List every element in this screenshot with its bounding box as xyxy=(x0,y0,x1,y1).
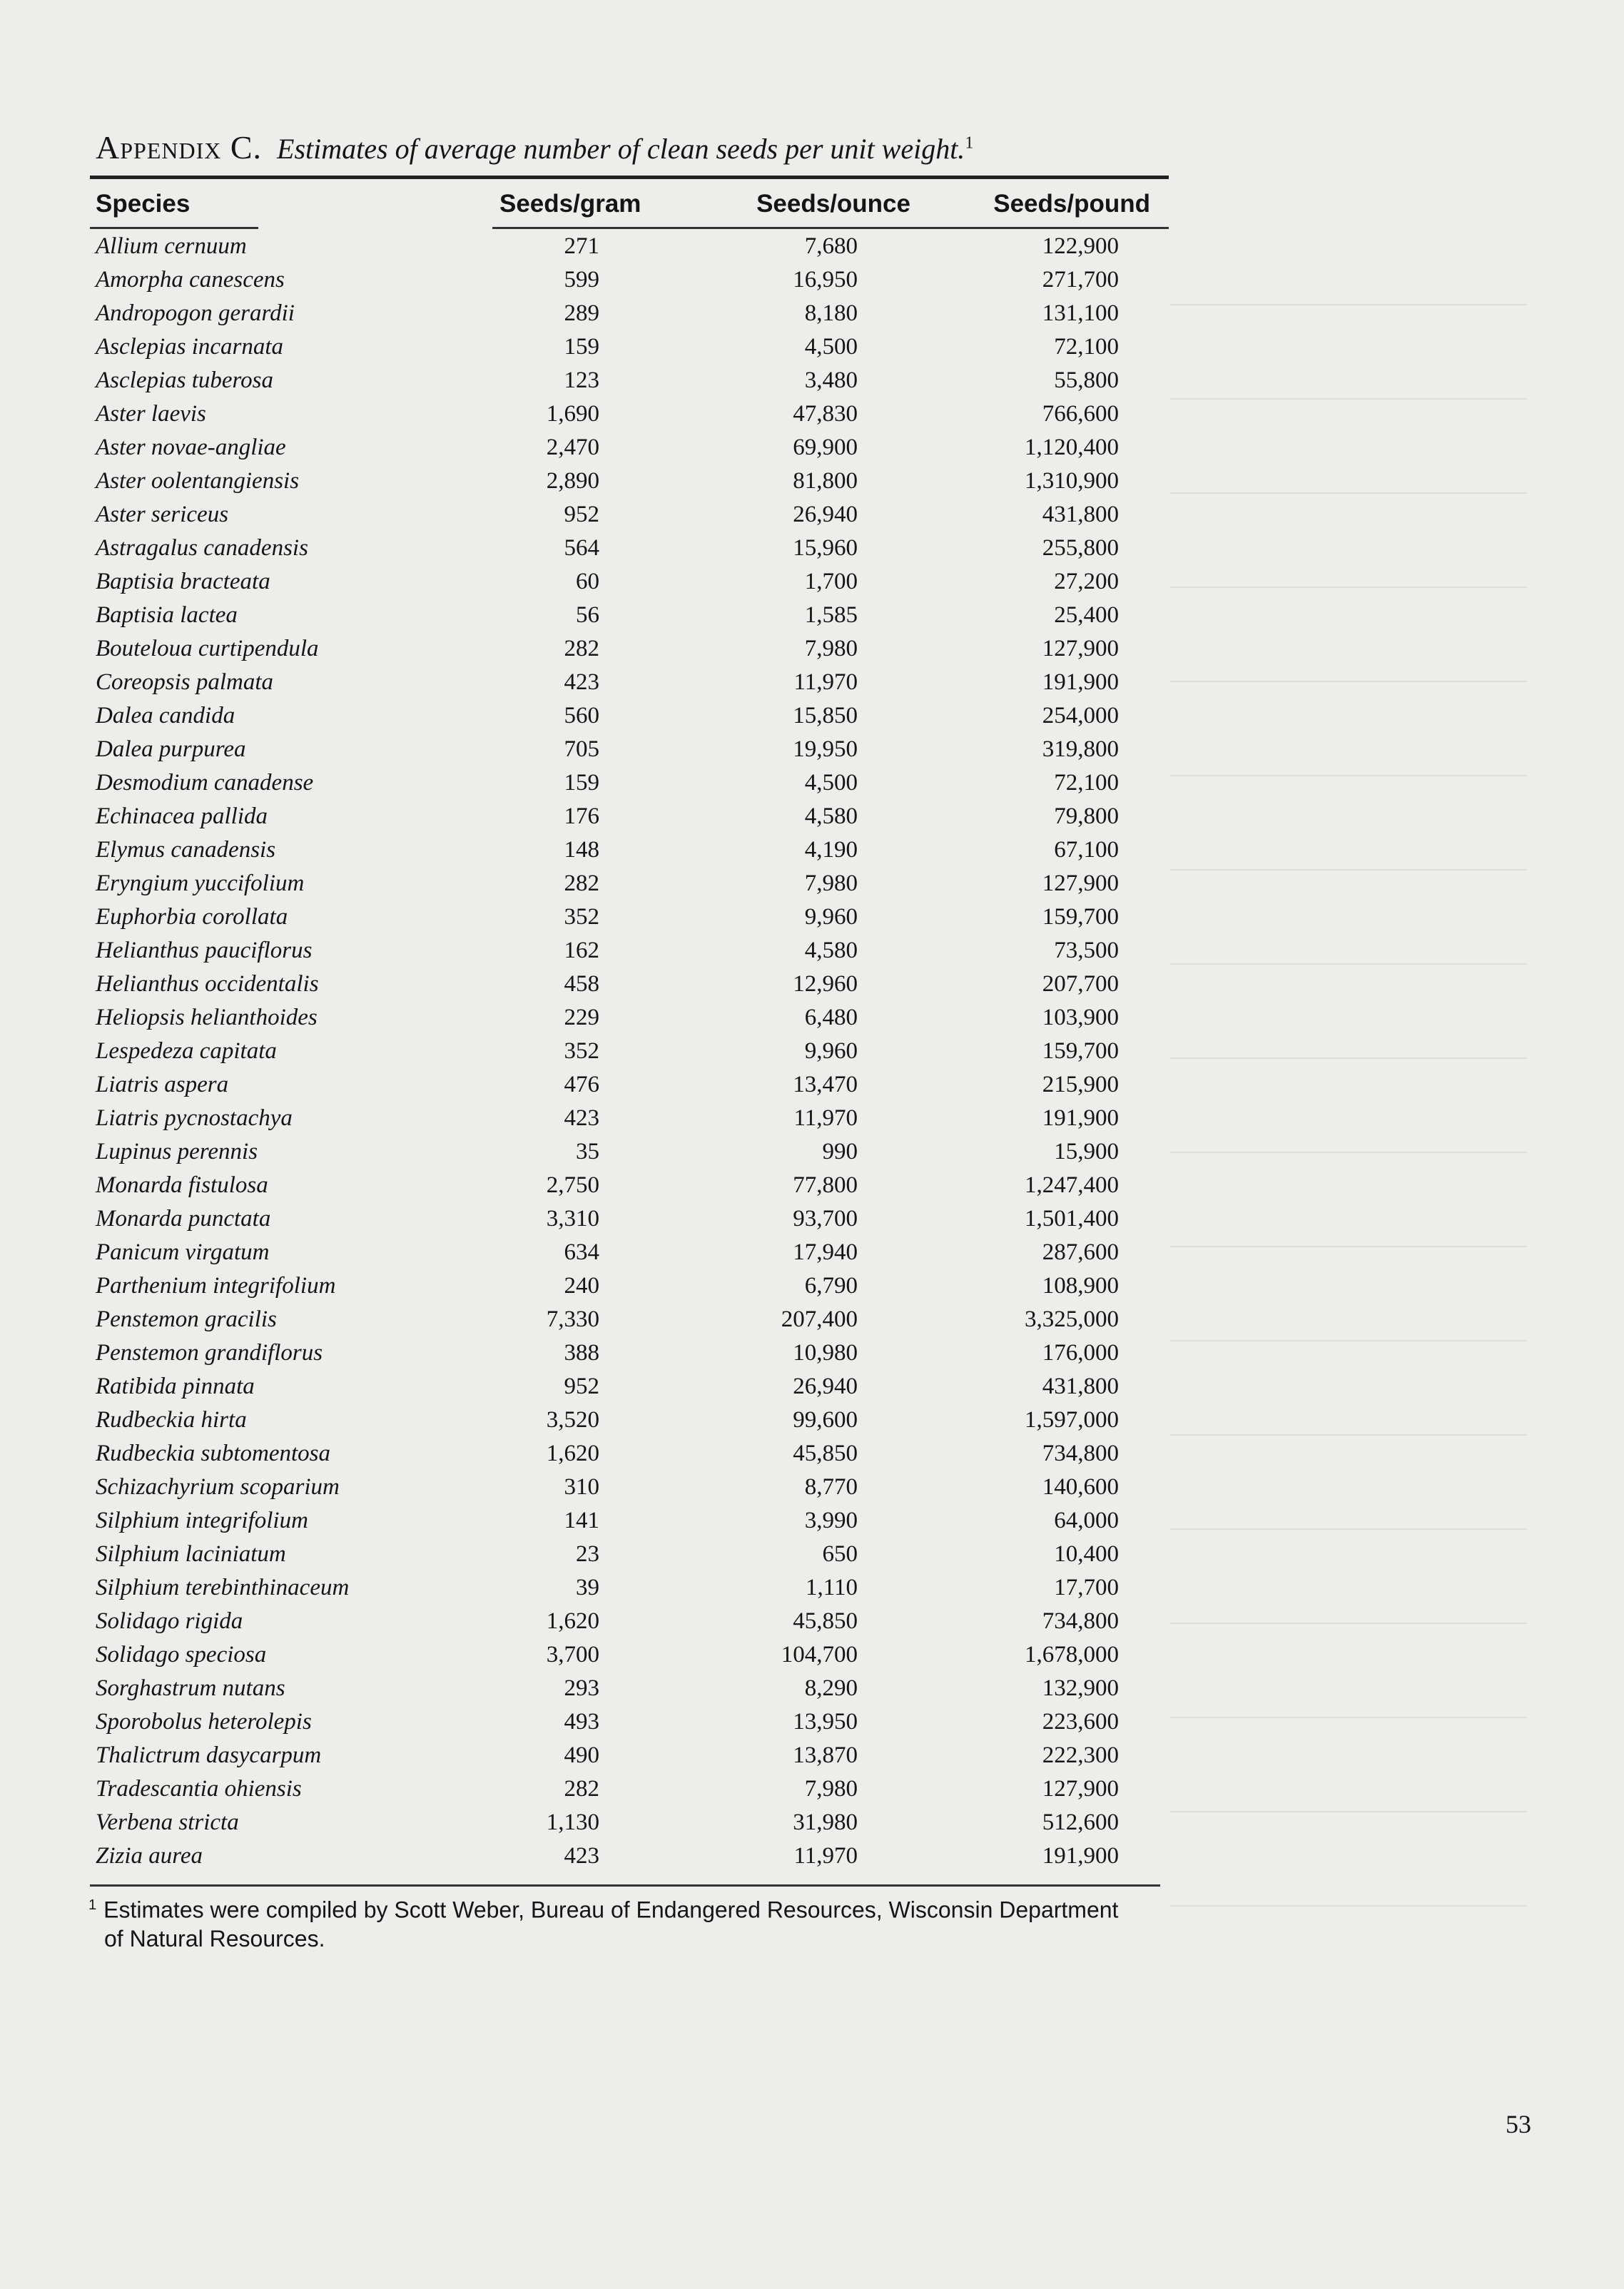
cell-seeds-pound: 191,900 xyxy=(1042,669,1119,695)
cell-seeds-ounce: 4,580 xyxy=(804,803,858,829)
table-row xyxy=(0,431,1624,465)
table-row xyxy=(0,465,1624,498)
cell-seeds-ounce: 4,500 xyxy=(804,770,858,796)
cell-seeds-ounce: 8,180 xyxy=(804,300,858,326)
cell-seeds-ounce: 7,680 xyxy=(804,233,858,259)
cell-species: Liatris pycnostachya xyxy=(96,1105,293,1131)
caption-footnote-marker: 1 xyxy=(965,133,974,153)
cell-seeds-gram: 56 xyxy=(576,602,599,628)
table-row xyxy=(0,1169,1624,1202)
cell-species: Astragalus canadensis xyxy=(96,535,308,561)
cell-seeds-pound: 734,800 xyxy=(1042,1608,1119,1634)
cell-seeds-gram: 458 xyxy=(564,971,599,997)
cell-species: Monarda punctata xyxy=(96,1206,271,1232)
cell-species: Verbena stricta xyxy=(96,1810,239,1835)
table-row xyxy=(0,934,1624,968)
caption-text: Estimates of average number of clean seeds per unit weight. xyxy=(277,133,965,165)
cell-species: Aster sericeus xyxy=(96,502,229,527)
table-row xyxy=(0,1705,1624,1739)
cell-species: Solidago rigida xyxy=(96,1608,243,1634)
cell-seeds-pound: 25,400 xyxy=(1054,602,1119,628)
cell-seeds-gram: 7,330 xyxy=(546,1306,599,1332)
cell-seeds-pound: 223,600 xyxy=(1042,1709,1119,1735)
cell-species: Allium cernuum xyxy=(96,233,247,259)
cell-seeds-pound: 222,300 xyxy=(1042,1742,1119,1768)
cell-seeds-gram: 271 xyxy=(564,233,599,259)
table-row xyxy=(0,833,1624,867)
cell-species: Sorghastrum nutans xyxy=(96,1675,285,1701)
column-header-species: Species xyxy=(96,190,191,218)
table-row xyxy=(0,263,1624,297)
table-row xyxy=(0,1102,1624,1135)
table-row xyxy=(0,1336,1624,1370)
cell-seeds-ounce: 17,940 xyxy=(793,1239,858,1265)
cell-species: Desmodium canadense xyxy=(96,770,314,796)
cell-seeds-gram: 3,700 xyxy=(546,1642,599,1668)
cell-seeds-gram: 176 xyxy=(564,803,599,829)
table-row xyxy=(0,1739,1624,1772)
table-row xyxy=(0,565,1624,599)
table-row xyxy=(0,297,1624,330)
cell-seeds-gram: 123 xyxy=(564,367,599,393)
cell-seeds-pound: 431,800 xyxy=(1042,1374,1119,1399)
cell-seeds-ounce: 7,980 xyxy=(804,871,858,896)
cell-seeds-ounce: 4,500 xyxy=(804,334,858,360)
cell-seeds-gram: 289 xyxy=(564,300,599,326)
cell-species: Helianthus occidentalis xyxy=(96,971,319,997)
cell-species: Eryngium yuccifolium xyxy=(96,871,305,896)
cell-seeds-ounce: 15,850 xyxy=(793,703,858,729)
table-row xyxy=(0,766,1624,800)
table-row xyxy=(0,699,1624,733)
table-row xyxy=(0,532,1624,565)
cell-seeds-pound: 1,310,900 xyxy=(1025,468,1119,494)
cell-seeds-gram: 60 xyxy=(576,569,599,594)
table-row xyxy=(0,1672,1624,1705)
cell-seeds-gram: 560 xyxy=(564,703,599,729)
cell-seeds-pound: 1,120,400 xyxy=(1025,435,1119,460)
table-row xyxy=(0,1638,1624,1672)
cell-seeds-ounce: 26,940 xyxy=(793,502,858,527)
table-row xyxy=(0,733,1624,766)
table-row xyxy=(0,1772,1624,1806)
cell-seeds-gram: 1,620 xyxy=(546,1441,599,1466)
cell-species: Zizia aurea xyxy=(96,1843,203,1869)
cell-seeds-gram: 352 xyxy=(564,1038,599,1064)
cell-seeds-ounce: 81,800 xyxy=(793,468,858,494)
table-row xyxy=(0,1068,1624,1102)
cell-species: Amorpha canescens xyxy=(96,267,285,293)
table-row xyxy=(0,1303,1624,1336)
cell-species: Monarda fistulosa xyxy=(96,1172,268,1198)
cell-seeds-pound: 15,900 xyxy=(1054,1139,1119,1164)
cell-seeds-ounce: 11,970 xyxy=(793,1105,858,1131)
cell-seeds-pound: 103,900 xyxy=(1042,1005,1119,1030)
cell-seeds-gram: 476 xyxy=(564,1072,599,1097)
cell-seeds-pound: 132,900 xyxy=(1042,1675,1119,1701)
cell-seeds-gram: 3,520 xyxy=(546,1407,599,1433)
cell-seeds-ounce: 16,950 xyxy=(793,267,858,293)
cell-seeds-pound: 3,325,000 xyxy=(1025,1306,1119,1332)
cell-seeds-gram: 2,470 xyxy=(546,435,599,460)
cell-seeds-ounce: 207,400 xyxy=(781,1306,858,1332)
cell-species: Elymus canadensis xyxy=(96,837,276,863)
cell-seeds-ounce: 11,970 xyxy=(793,669,858,695)
cell-species: Lespedeza capitata xyxy=(96,1038,277,1064)
cell-seeds-pound: 319,800 xyxy=(1042,736,1119,762)
cell-seeds-gram: 3,310 xyxy=(546,1206,599,1232)
cell-seeds-pound: 17,700 xyxy=(1054,1575,1119,1600)
table-row xyxy=(0,599,1624,632)
cell-seeds-ounce: 104,700 xyxy=(781,1642,858,1668)
cell-seeds-gram: 39 xyxy=(576,1575,599,1600)
page-title xyxy=(96,128,973,166)
seed-table-body xyxy=(0,230,1624,1873)
cell-seeds-pound: 159,700 xyxy=(1042,904,1119,930)
cell-seeds-ounce: 1,700 xyxy=(804,569,858,594)
cell-seeds-pound: 1,678,000 xyxy=(1025,1642,1119,1668)
cell-seeds-pound: 1,501,400 xyxy=(1025,1206,1119,1232)
cell-seeds-pound: 734,800 xyxy=(1042,1441,1119,1466)
cell-species: Andropogon gerardii xyxy=(96,300,295,326)
table-row xyxy=(0,1605,1624,1638)
cell-species: Heliopsis helianthoides xyxy=(96,1005,318,1030)
cell-seeds-pound: 159,700 xyxy=(1042,1038,1119,1064)
cell-species: Rudbeckia subtomentosa xyxy=(96,1441,331,1466)
footnote-line-2: of Natural Resources. xyxy=(104,1925,325,1952)
column-header-seeds-ounce: Seeds/ounce xyxy=(756,190,910,218)
cell-seeds-gram: 423 xyxy=(564,669,599,695)
cell-seeds-ounce: 7,980 xyxy=(804,636,858,661)
cell-seeds-pound: 127,900 xyxy=(1042,636,1119,661)
cell-seeds-pound: 254,000 xyxy=(1042,703,1119,729)
table-row xyxy=(0,364,1624,397)
footnote xyxy=(88,1891,1202,1953)
cell-seeds-pound: 191,900 xyxy=(1042,1843,1119,1869)
table-row xyxy=(0,1202,1624,1236)
cell-seeds-gram: 159 xyxy=(564,770,599,796)
cell-seeds-ounce: 9,960 xyxy=(804,904,858,930)
cell-seeds-ounce: 31,980 xyxy=(793,1810,858,1835)
cell-seeds-gram: 1,690 xyxy=(546,401,599,427)
cell-seeds-pound: 176,000 xyxy=(1042,1340,1119,1366)
table-row xyxy=(0,1370,1624,1404)
cell-species: Silphium terebinthinaceum xyxy=(96,1575,350,1600)
table-row xyxy=(0,1839,1624,1873)
cell-seeds-pound: 271,700 xyxy=(1042,267,1119,293)
table-row xyxy=(0,968,1624,1001)
table-row xyxy=(0,1806,1624,1839)
cell-seeds-ounce: 15,960 xyxy=(793,535,858,561)
cell-species: Baptisia lactea xyxy=(96,602,238,628)
cell-species: Silphium integrifolium xyxy=(96,1508,308,1533)
cell-seeds-ounce: 9,960 xyxy=(804,1038,858,1064)
cell-species: Baptisia bracteata xyxy=(96,569,270,594)
table-row xyxy=(0,1437,1624,1471)
cell-seeds-gram: 634 xyxy=(564,1239,599,1265)
cell-seeds-ounce: 45,850 xyxy=(793,1441,858,1466)
cell-seeds-ounce: 4,580 xyxy=(804,938,858,963)
cell-seeds-pound: 1,247,400 xyxy=(1025,1172,1119,1198)
cell-seeds-pound: 127,900 xyxy=(1042,871,1119,896)
cell-seeds-ounce: 7,980 xyxy=(804,1776,858,1802)
header-rule-species xyxy=(90,227,258,229)
cell-seeds-ounce: 77,800 xyxy=(793,1172,858,1198)
cell-species: Thalictrum dasycarpum xyxy=(96,1742,322,1768)
cell-species: Penstemon gracilis xyxy=(96,1306,277,1332)
cell-seeds-gram: 23 xyxy=(576,1541,599,1567)
cell-species: Solidago speciosa xyxy=(96,1642,267,1668)
cell-seeds-pound: 72,100 xyxy=(1054,770,1119,796)
cell-seeds-gram: 705 xyxy=(564,736,599,762)
table-row xyxy=(0,1269,1624,1303)
table-row xyxy=(0,1571,1624,1605)
cell-seeds-pound: 207,700 xyxy=(1042,971,1119,997)
cell-seeds-pound: 255,800 xyxy=(1042,535,1119,561)
cell-seeds-pound: 64,000 xyxy=(1054,1508,1119,1533)
cell-seeds-gram: 141 xyxy=(564,1508,599,1533)
cell-seeds-ounce: 12,960 xyxy=(793,971,858,997)
cell-seeds-pound: 27,200 xyxy=(1054,569,1119,594)
cell-species: Penstemon grandiflorus xyxy=(96,1340,323,1366)
cell-seeds-gram: 493 xyxy=(564,1709,599,1735)
cell-seeds-gram: 490 xyxy=(564,1742,599,1768)
cell-seeds-ounce: 4,190 xyxy=(804,837,858,863)
cell-species: Echinacea pallida xyxy=(96,803,268,829)
cell-seeds-gram: 229 xyxy=(564,1005,599,1030)
cell-seeds-gram: 282 xyxy=(564,636,599,661)
cell-seeds-ounce: 8,770 xyxy=(804,1474,858,1500)
cell-seeds-pound: 127,900 xyxy=(1042,1776,1119,1802)
table-row xyxy=(0,666,1624,699)
cell-seeds-gram: 240 xyxy=(564,1273,599,1299)
cell-seeds-ounce: 13,950 xyxy=(793,1709,858,1735)
cell-seeds-ounce: 19,950 xyxy=(793,736,858,762)
cell-seeds-pound: 108,900 xyxy=(1042,1273,1119,1299)
cell-seeds-gram: 35 xyxy=(576,1139,599,1164)
cell-seeds-pound: 766,600 xyxy=(1042,401,1119,427)
cell-seeds-ounce: 69,900 xyxy=(793,435,858,460)
cell-species: Helianthus pauciflorus xyxy=(96,938,313,963)
cell-seeds-ounce: 45,850 xyxy=(793,1608,858,1634)
cell-seeds-gram: 952 xyxy=(564,502,599,527)
table-row xyxy=(0,1538,1624,1571)
cell-seeds-ounce: 6,790 xyxy=(804,1273,858,1299)
cell-species: Sporobolus heterolepis xyxy=(96,1709,312,1735)
cell-seeds-pound: 140,600 xyxy=(1042,1474,1119,1500)
cell-seeds-pound: 55,800 xyxy=(1054,367,1119,393)
table-row xyxy=(0,632,1624,666)
cell-seeds-ounce: 650 xyxy=(822,1541,858,1567)
table-row xyxy=(0,1504,1624,1538)
cell-seeds-pound: 431,800 xyxy=(1042,502,1119,527)
cell-species: Ratibida pinnata xyxy=(96,1374,255,1399)
table-row xyxy=(0,900,1624,934)
cell-species: Schizachyrium scoparium xyxy=(96,1474,340,1500)
cell-seeds-ounce: 99,600 xyxy=(793,1407,858,1433)
cell-seeds-pound: 215,900 xyxy=(1042,1072,1119,1097)
cell-seeds-gram: 148 xyxy=(564,837,599,863)
table-row xyxy=(0,1001,1624,1035)
cell-seeds-ounce: 93,700 xyxy=(793,1206,858,1232)
cell-species: Asclepias incarnata xyxy=(96,334,284,360)
footnote-line-1: Estimates were compiled by Scott Weber, Bureau of Endangered Resources, Wisconsin Department xyxy=(103,1897,1119,1923)
cell-seeds-gram: 162 xyxy=(564,938,599,963)
cell-seeds-gram: 1,130 xyxy=(546,1810,599,1835)
cell-seeds-pound: 10,400 xyxy=(1054,1541,1119,1567)
cell-seeds-ounce: 6,480 xyxy=(804,1005,858,1030)
cell-seeds-pound: 131,100 xyxy=(1042,300,1119,326)
cell-species: Aster laevis xyxy=(96,401,206,427)
cell-seeds-pound: 72,100 xyxy=(1054,334,1119,360)
cell-seeds-gram: 2,750 xyxy=(546,1172,599,1198)
cell-seeds-gram: 599 xyxy=(564,267,599,293)
cell-seeds-gram: 1,620 xyxy=(546,1608,599,1634)
cell-seeds-pound: 79,800 xyxy=(1054,803,1119,829)
header-rule-values xyxy=(492,227,1169,229)
cell-seeds-ounce: 47,830 xyxy=(793,401,858,427)
cell-species: Panicum virgatum xyxy=(96,1239,270,1265)
table-row xyxy=(0,1135,1624,1169)
table-row xyxy=(0,498,1624,532)
cell-species: Aster novae-angliae xyxy=(96,435,286,460)
table-row xyxy=(0,230,1624,263)
cell-species: Dalea purpurea xyxy=(96,736,246,762)
page-number: 53 xyxy=(1506,2110,1531,2138)
table-row xyxy=(0,397,1624,431)
cell-species: Dalea candida xyxy=(96,703,235,729)
column-header-seeds-pound: Seeds/pound xyxy=(993,190,1150,218)
table-row xyxy=(0,867,1624,900)
table-row xyxy=(0,1404,1624,1437)
footnote-marker: 1 xyxy=(88,1897,97,1913)
table-row xyxy=(0,1035,1624,1068)
cell-seeds-pound: 67,100 xyxy=(1054,837,1119,863)
cell-species: Asclepias tuberosa xyxy=(96,367,273,393)
cell-seeds-pound: 191,900 xyxy=(1042,1105,1119,1131)
cell-seeds-gram: 952 xyxy=(564,1374,599,1399)
table-bottom-rule xyxy=(90,1884,1160,1887)
cell-seeds-gram: 388 xyxy=(564,1340,599,1366)
cell-seeds-ounce: 3,480 xyxy=(804,367,858,393)
cell-species: Parthenium integrifolium xyxy=(96,1273,336,1299)
cell-seeds-ounce: 1,110 xyxy=(805,1575,858,1600)
cell-seeds-pound: 122,900 xyxy=(1042,233,1119,259)
cell-seeds-gram: 310 xyxy=(564,1474,599,1500)
cell-seeds-gram: 293 xyxy=(564,1675,599,1701)
cell-seeds-pound: 287,600 xyxy=(1042,1239,1119,1265)
cell-seeds-gram: 282 xyxy=(564,871,599,896)
cell-seeds-ounce: 10,980 xyxy=(793,1340,858,1366)
table-row xyxy=(0,1236,1624,1269)
cell-seeds-ounce: 26,940 xyxy=(793,1374,858,1399)
cell-seeds-ounce: 13,470 xyxy=(793,1072,858,1097)
cell-species: Bouteloua curtipendula xyxy=(96,636,319,661)
column-header-seeds-gram: Seeds/gram xyxy=(499,190,641,218)
cell-species: Rudbeckia hirta xyxy=(96,1407,247,1433)
cell-species: Euphorbia corollata xyxy=(96,904,288,930)
cell-species: Tradescantia ohiensis xyxy=(96,1776,302,1802)
cell-species: Coreopsis palmata xyxy=(96,669,274,695)
cell-seeds-ounce: 990 xyxy=(822,1139,858,1164)
cell-seeds-gram: 423 xyxy=(564,1843,599,1869)
cell-species: Silphium laciniatum xyxy=(96,1541,286,1567)
cell-seeds-ounce: 1,585 xyxy=(804,602,858,628)
cell-species: Lupinus perennis xyxy=(96,1139,258,1164)
table-row xyxy=(0,800,1624,833)
cell-seeds-pound: 512,600 xyxy=(1042,1810,1119,1835)
cell-seeds-pound: 73,500 xyxy=(1054,938,1119,963)
cell-seeds-gram: 564 xyxy=(564,535,599,561)
cell-species: Liatris aspera xyxy=(96,1072,229,1097)
cell-seeds-gram: 352 xyxy=(564,904,599,930)
cell-species: Aster oolentangiensis xyxy=(96,468,300,494)
title-rule xyxy=(90,176,1169,179)
table-row xyxy=(0,330,1624,364)
cell-seeds-gram: 159 xyxy=(564,334,599,360)
appendix-label: Appendix C. xyxy=(96,129,263,166)
cell-seeds-ounce: 13,870 xyxy=(793,1742,858,1768)
cell-seeds-ounce: 3,990 xyxy=(804,1508,858,1533)
table-row xyxy=(0,1471,1624,1504)
cell-seeds-ounce: 11,970 xyxy=(793,1843,858,1869)
cell-seeds-ounce: 8,290 xyxy=(804,1675,858,1701)
cell-seeds-gram: 2,890 xyxy=(546,468,599,494)
appendix-caption xyxy=(277,133,973,165)
cell-seeds-pound: 1,597,000 xyxy=(1025,1407,1119,1433)
cell-seeds-gram: 282 xyxy=(564,1776,599,1802)
cell-seeds-gram: 423 xyxy=(564,1105,599,1131)
